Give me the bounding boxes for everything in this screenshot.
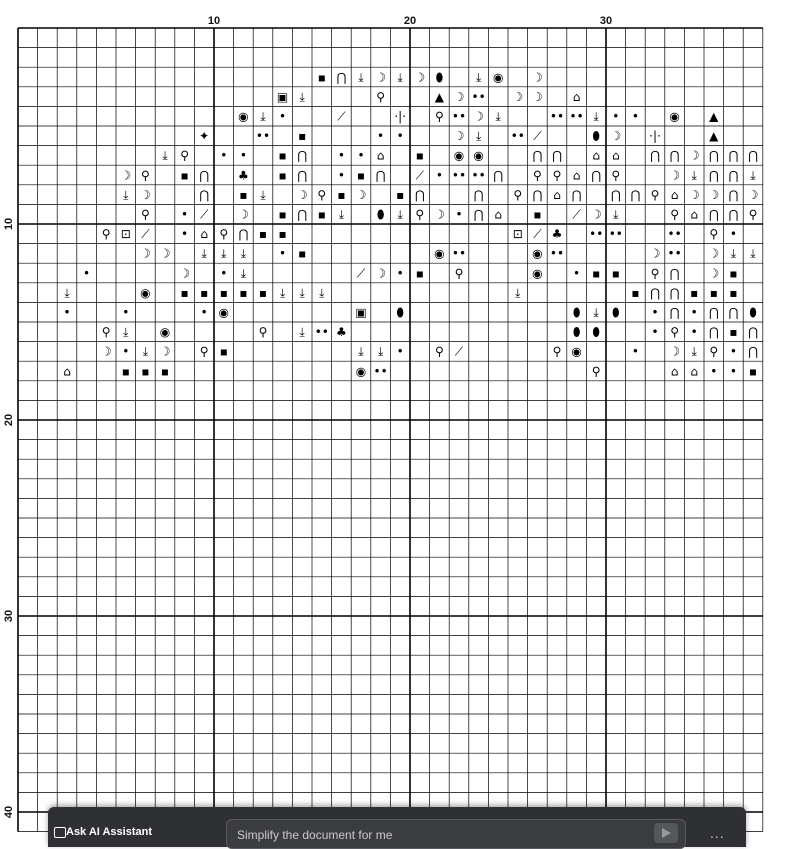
chart-symbol: • (631, 109, 639, 124)
row-label: 20 (3, 413, 15, 427)
chart-symbol: ⊡ (512, 227, 523, 242)
chart-symbol: ⬮ (592, 129, 600, 144)
chart-symbol: ⋂ (297, 207, 308, 222)
chart-symbol: ▪ (298, 246, 307, 261)
chart-symbol: ⋂ (591, 168, 602, 183)
chart-symbol: ▪ (180, 285, 189, 300)
chart-symbol: ⌂ (690, 207, 699, 222)
chart-symbol: ◉ (453, 148, 465, 163)
chart-symbol: ⋂ (238, 227, 249, 242)
chart-symbol: ⬮ (592, 325, 600, 340)
chart-symbol: ⟋ (533, 227, 542, 242)
chart-symbol: • (357, 148, 365, 163)
chart-symbol: •• (451, 109, 467, 124)
chart-symbol: • (122, 344, 130, 359)
chart-symbol: ▪ (278, 148, 287, 163)
chart-symbol: ☽ (179, 266, 190, 281)
chart-symbol: ⟋ (415, 168, 425, 183)
chart-symbol: •• (549, 109, 565, 124)
chart-symbol: ⚲ (650, 187, 660, 202)
chart-symbol: ⤓ (613, 207, 619, 222)
chart-symbol: ⋂ (708, 305, 719, 320)
chart-symbol: • (200, 305, 208, 320)
more-options-icon[interactable]: ... (710, 825, 725, 841)
chart-symbol: • (455, 207, 463, 222)
chart-symbol: •• (569, 109, 584, 124)
chart-symbol: ☽ (355, 187, 367, 202)
chart-symbol: • (396, 129, 404, 144)
chart-symbol: ⋂ (728, 168, 739, 183)
chart-symbol: • (337, 148, 345, 163)
chart-symbol: ⚲ (709, 227, 719, 242)
chart-symbol: • (396, 266, 404, 281)
chart-symbol: • (612, 109, 620, 124)
chart-symbol: ⌂ (690, 364, 699, 379)
chart-symbol: ▪ (317, 207, 326, 222)
chart-symbol: • (220, 148, 228, 163)
chart-symbol: ⋂ (728, 187, 739, 202)
chart-symbol: ⌂ (494, 207, 503, 222)
ai-assistant-label[interactable]: Ask AI Assistant (66, 826, 152, 838)
chart-symbol: ⋂ (669, 285, 680, 300)
chart-symbol: ☽ (414, 70, 426, 85)
chart-symbol: ⋂ (414, 187, 425, 202)
chart-symbol: ⤓ (515, 285, 521, 300)
ai-assistant-bar (48, 807, 746, 847)
chart-symbol: ☽ (375, 70, 386, 85)
chart-symbol: ☽ (473, 109, 484, 124)
chart-symbol: ⋂ (669, 148, 680, 163)
chart-symbol: ⚲ (180, 148, 189, 163)
chart-symbol: ⋂ (728, 148, 739, 163)
chart-symbol: ☽ (688, 148, 700, 163)
chart-symbol: ▪ (160, 364, 170, 379)
chart-symbol: ⬮ (435, 70, 444, 85)
chart-symbol: ⤓ (475, 129, 482, 144)
chart-symbol: •• (510, 129, 525, 144)
chart-symbol: ▪ (748, 364, 758, 379)
chart-symbol: ⋂ (297, 148, 308, 163)
chart-symbol: ▪ (278, 168, 287, 183)
chart-symbol: ⟋ (533, 129, 542, 144)
chart-symbol: • (651, 325, 659, 340)
chart-symbol: ☽ (610, 129, 622, 144)
chart-symbol: • (337, 168, 345, 183)
chart-symbol: ⋅|⋅ (394, 109, 407, 124)
chart-symbol: ⤓ (397, 70, 403, 85)
chart-symbol: ⤓ (299, 89, 305, 104)
chart-symbol: ⤓ (397, 207, 403, 222)
chart-symbol: ⚲ (141, 207, 150, 222)
chart-symbol: ⚲ (454, 266, 464, 281)
chart-symbol: ▪ (258, 285, 268, 300)
chart-symbol: ⤓ (201, 246, 207, 261)
chart-symbol: ⤓ (64, 285, 70, 300)
chart-symbol: ⤓ (299, 285, 305, 300)
chart-symbol: ⋂ (473, 207, 484, 222)
chart-symbol: ▪ (690, 285, 699, 300)
chart-symbol: ⬮ (396, 305, 404, 320)
chart-symbol: ⤓ (750, 168, 756, 183)
chart-symbol: ⤓ (260, 187, 266, 202)
chart-symbol: •• (667, 227, 682, 242)
row-label: 10 (3, 217, 15, 231)
chart-symbol: ☽ (532, 70, 543, 85)
chart-symbol: •• (451, 168, 467, 183)
chart-symbol: ⤓ (691, 344, 697, 359)
chart-symbol: • (573, 266, 581, 281)
chart-symbol: ☽ (532, 89, 543, 104)
chart-symbol: ▪ (533, 207, 542, 222)
chart-symbol: • (729, 344, 737, 359)
chart-symbol: ⋂ (748, 325, 758, 340)
chart-symbol: ▪ (337, 187, 346, 202)
chart-symbol: ⌂ (376, 148, 385, 163)
chart-symbol: ⤓ (730, 246, 737, 261)
chart-symbol: ☽ (453, 89, 465, 104)
chart-symbol: •• (667, 246, 682, 261)
chart-symbol: ⚲ (552, 168, 562, 183)
chart-symbol: ☽ (512, 89, 524, 104)
chart-symbol: • (239, 148, 247, 163)
chart-symbol: • (435, 168, 443, 183)
chart-symbol: ⋂ (748, 148, 758, 163)
chart-symbol: ▪ (200, 285, 209, 300)
chart-symbol: ▪ (709, 285, 718, 300)
chart-symbol: ⚲ (670, 207, 679, 222)
chart-symbol: ⤓ (495, 109, 501, 124)
chart-symbol: •• (549, 246, 565, 261)
chart-symbol: ⊡ (120, 227, 131, 242)
chart-symbol: ⚲ (101, 325, 111, 340)
chart-symbol: ⋂ (669, 266, 680, 281)
chart-symbol: ⋂ (650, 285, 660, 300)
chart-symbol: ⤓ (123, 325, 129, 340)
chart-symbol: ☽ (100, 344, 112, 359)
chart-symbol: ▲ (434, 89, 445, 104)
chart-symbol: ⚲ (435, 109, 444, 124)
chart-symbol: ▪ (592, 266, 601, 281)
chart-symbol: ⋂ (728, 207, 739, 222)
chart-symbol: ▪ (278, 207, 287, 222)
chart-symbol: ▪ (239, 285, 248, 300)
chart-symbol: ♣ (551, 227, 563, 242)
chart-symbol: ▲ (709, 109, 719, 124)
chart-symbol: ◉ (571, 344, 582, 359)
send-icon[interactable] (654, 823, 678, 843)
chart-symbol: • (181, 227, 189, 242)
chart-symbol: ⌂ (572, 89, 581, 104)
chart-symbol: ◉ (218, 305, 230, 320)
chart-symbol: ⋂ (610, 187, 621, 202)
chart-symbol: ♣ (336, 325, 347, 340)
chart-symbol: ⬮ (572, 305, 581, 320)
chart-symbol: ⤓ (338, 207, 345, 222)
chart-symbol: ⚲ (513, 187, 523, 202)
chart-symbol: ⚲ (317, 187, 327, 202)
chart-symbol: ⚲ (141, 168, 150, 183)
chart-symbol: • (181, 207, 189, 222)
ai-prompt-text: Simplify the document for me (237, 828, 393, 842)
chart-symbol: ☽ (453, 129, 465, 144)
chart-symbol: •• (589, 227, 604, 242)
chart-symbol: ♣ (238, 168, 249, 183)
chart-symbol: ⚲ (376, 89, 385, 104)
chart-symbol: ☽ (375, 266, 386, 281)
chart-symbol: ☽ (708, 246, 720, 261)
chart-symbol: ⌂ (63, 364, 71, 379)
chart-symbol: ▪ (729, 266, 738, 281)
chart-symbol: ⋂ (199, 187, 210, 202)
chart-symbol: ⚲ (219, 227, 229, 242)
chart-symbol: ⬮ (572, 325, 581, 340)
chart-symbol: ◉ (140, 285, 151, 300)
chart-symbol: ⋂ (493, 168, 504, 183)
column-label: 30 (599, 15, 613, 27)
ai-chat-icon (54, 827, 66, 838)
chart-symbol: ☽ (590, 207, 602, 222)
chart-symbol: ⟋ (454, 344, 464, 359)
chart-symbol: ⤓ (475, 70, 482, 85)
chart-symbol: ⌂ (670, 187, 679, 202)
chart-symbol: ▪ (631, 285, 640, 300)
chart-symbol: ☽ (296, 187, 308, 202)
chart-symbol: ⚲ (415, 207, 425, 222)
chart-symbol: • (710, 364, 718, 379)
chart-symbol: ▪ (239, 187, 248, 202)
chart-symbol: ◉ (492, 70, 504, 85)
chart-symbol: ▪ (729, 285, 738, 300)
chart-symbol: ⤓ (240, 246, 247, 261)
chart-symbol: ◉ (434, 246, 445, 261)
chart-symbol: ⋂ (375, 168, 386, 183)
chart-symbol: ⚲ (591, 364, 601, 379)
chart-symbol: ⚲ (258, 325, 268, 340)
chart-symbol: ⌂ (572, 168, 581, 183)
chart-symbol: ⤓ (691, 168, 697, 183)
chart-symbol: ⤓ (319, 285, 325, 300)
chart-symbol: • (729, 364, 737, 379)
chart-symbol: ⤓ (240, 266, 247, 281)
chart-symbol: ⋂ (532, 187, 543, 202)
chart-symbol: ⟋ (572, 207, 581, 222)
chart-symbol: ⟋ (141, 227, 150, 242)
chart-symbol: •• (471, 89, 486, 104)
chart-symbol: ⌂ (670, 364, 679, 379)
chart-symbol: ▲ (709, 129, 719, 144)
chart-symbol: • (651, 305, 659, 320)
chart-symbol: • (122, 305, 130, 320)
chart-symbol: ▪ (415, 266, 424, 281)
row-label: 40 (3, 805, 15, 819)
column-label: 20 (403, 15, 417, 27)
chart-symbol: ⋂ (708, 148, 719, 163)
chart-symbol: ⋂ (669, 305, 680, 320)
chart-symbol: ⋂ (571, 187, 582, 202)
chart-symbol: ⋂ (650, 148, 660, 163)
chart-symbol: ☽ (649, 246, 661, 261)
chart-symbol: ▪ (396, 187, 405, 202)
chart-symbol: ☽ (747, 187, 759, 202)
chart-symbol: ⌂ (200, 227, 209, 242)
chart-symbol: ⚲ (101, 227, 111, 242)
chart-symbol: ⚲ (611, 168, 621, 183)
chart-symbol: ☽ (120, 168, 132, 183)
chart-symbol: ▪ (121, 364, 130, 379)
chart-symbol: ⟋ (337, 109, 346, 124)
chart-symbol: ⤓ (260, 109, 266, 124)
chart-symbol: ⤓ (142, 344, 149, 359)
chart-symbol: •• (451, 246, 467, 261)
chart-symbol: • (631, 344, 639, 359)
chart-symbol: ◉ (532, 266, 543, 281)
chart-symbol: ⋂ (708, 207, 719, 222)
chart-symbol: ⋂ (630, 187, 641, 202)
chart-symbol: ☽ (688, 187, 700, 202)
chart-symbol: ▪ (219, 285, 228, 300)
chart-symbol: ⌂ (611, 148, 620, 163)
ai-prompt-input[interactable] (226, 819, 686, 849)
chart-symbol: •• (373, 364, 388, 379)
chart-symbol: ☽ (140, 187, 151, 202)
chart-symbol: ▪ (180, 168, 189, 183)
chart-symbol: ◉ (669, 109, 680, 124)
chart-symbol: ☽ (434, 207, 445, 222)
chart-symbol: ⋂ (297, 168, 308, 183)
chart-symbol: ◉ (473, 148, 484, 163)
chart-symbol: • (396, 344, 404, 359)
chart-symbol: ☽ (708, 187, 720, 202)
chart-symbol: ⋂ (708, 325, 719, 340)
chart-symbol: ☽ (159, 246, 171, 261)
chart-symbol: • (83, 266, 91, 281)
chart-symbol: ⤓ (750, 246, 756, 261)
chart-symbol: • (220, 266, 228, 281)
chart-symbol: ▪ (729, 325, 738, 340)
chart-symbol: ▪ (356, 168, 366, 183)
chart-symbol: ⋂ (748, 344, 758, 359)
chart-symbol: ⤓ (162, 148, 168, 163)
chart-symbol: ▪ (611, 266, 620, 281)
chart-symbol: ▪ (278, 227, 287, 242)
chart-symbol: ◉ (238, 109, 249, 124)
chart-symbol: ▪ (317, 70, 326, 85)
chart-symbol: ⟋ (356, 266, 366, 281)
chart-symbol: • (279, 109, 287, 124)
chart-symbol: ⋂ (708, 168, 719, 183)
chart-symbol: •• (608, 227, 623, 242)
chart-symbol: ⋂ (728, 305, 739, 320)
chart-symbol: ▪ (298, 129, 307, 144)
chart-symbol: ⋂ (473, 187, 484, 202)
chart-symbol: ⤓ (358, 344, 364, 359)
chart-symbol: ⚲ (533, 168, 542, 183)
chart-symbol: •• (314, 325, 329, 340)
chart-symbol: ☽ (669, 168, 680, 183)
chart-symbol: ☽ (669, 344, 680, 359)
chart-symbol: ⬮ (749, 305, 757, 320)
chart-symbol: ⋂ (532, 148, 543, 163)
chart-symbol: ▪ (219, 344, 228, 359)
chart-symbol: •• (255, 129, 271, 144)
chart-symbol: ⋅|⋅ (649, 129, 661, 144)
chart-symbol: ▣ (355, 305, 367, 320)
chart-symbol: ◉ (355, 364, 367, 379)
chart-symbol: ☽ (238, 207, 249, 222)
chart-symbol: ⚲ (748, 207, 758, 222)
chart-symbol: ⚲ (552, 344, 562, 359)
chart-symbol: ⤓ (358, 70, 364, 85)
chart-symbol: ▪ (141, 364, 150, 379)
chart-symbol: ⚲ (670, 325, 679, 340)
chart-symbol: ⬮ (376, 207, 385, 222)
row-label: 30 (3, 609, 15, 623)
chart-symbol: ⤓ (593, 305, 599, 320)
column-label: 10 (207, 15, 221, 27)
chart-symbol: ⬮ (612, 305, 620, 320)
chart-symbol: ⌂ (553, 187, 561, 202)
chart-symbol: ◉ (159, 325, 171, 340)
chart-symbol: •• (471, 168, 486, 183)
chart-symbol: ⚲ (709, 344, 719, 359)
chart-symbol: ⤓ (279, 285, 286, 300)
chart-symbol: ◉ (532, 246, 543, 261)
chart-symbol: ⤓ (377, 344, 384, 359)
chart-symbol: ⤓ (221, 246, 227, 261)
chart-symbol: ⋂ (336, 70, 347, 85)
chart-symbol: ⋂ (552, 148, 562, 163)
chart-symbol: ▣ (276, 89, 289, 104)
chart-symbol: • (690, 325, 698, 340)
chart-symbol: • (377, 129, 385, 144)
chart-symbol: ✦ (199, 129, 210, 144)
chart-symbol: ⟋ (199, 207, 209, 222)
chart-symbol: ☽ (708, 266, 720, 281)
chart-symbol: • (63, 305, 71, 320)
chart-symbol: ⤓ (123, 187, 129, 202)
chart-symbol: ⚲ (650, 266, 660, 281)
chart-symbol: ☽ (140, 246, 151, 261)
chart-symbol: ⤓ (299, 325, 305, 340)
chart-symbol: ⌂ (592, 148, 601, 163)
chart-symbol: • (729, 227, 737, 242)
chart-symbol: ▪ (415, 148, 424, 163)
chart-symbol: • (279, 246, 287, 261)
chart-symbol: ⋂ (199, 168, 210, 183)
chart-symbol: ⤓ (593, 109, 599, 124)
chart-symbol: ☽ (159, 344, 171, 359)
chart-symbol: ⚲ (199, 344, 209, 359)
chart-symbol: ▪ (258, 227, 268, 242)
chart-symbol: • (690, 305, 698, 320)
chart-symbol: ⚲ (435, 344, 444, 359)
